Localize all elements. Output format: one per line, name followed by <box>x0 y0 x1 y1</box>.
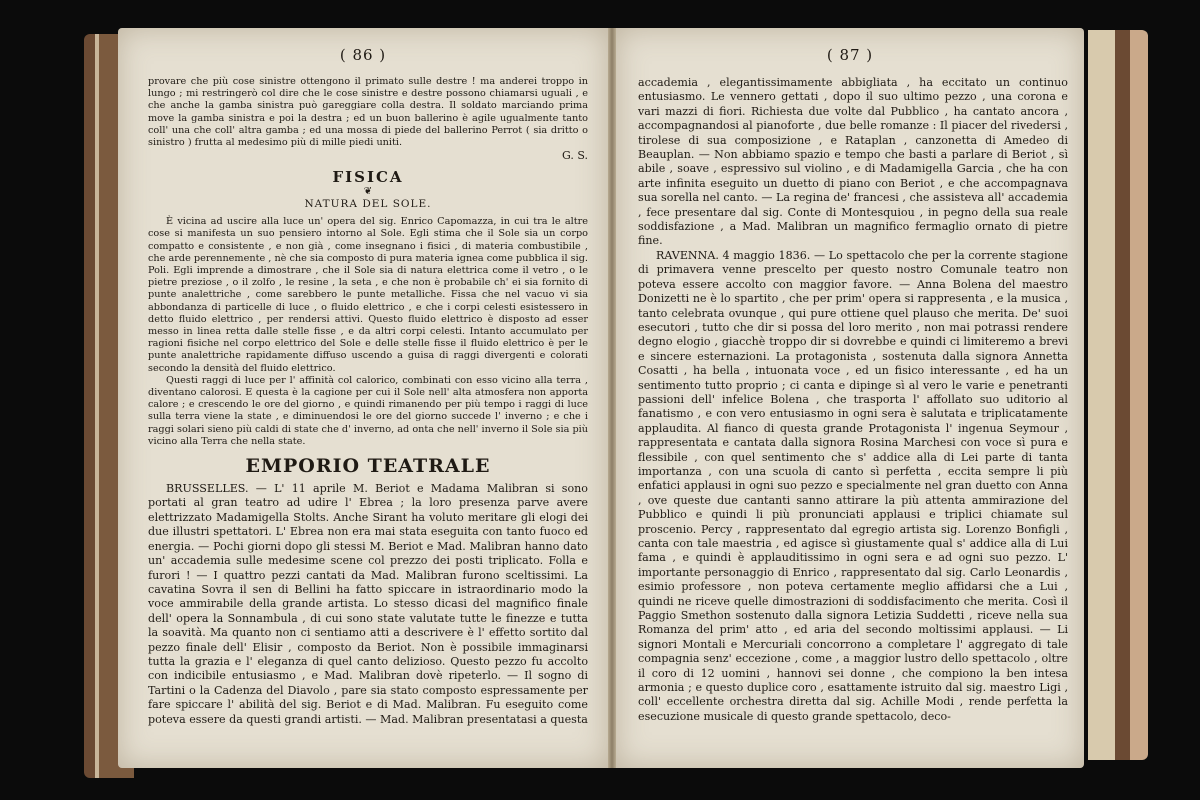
accademia-paragraph: accademia , elegantissimamente abbigliata , ha eccitato un continuo entusiasmo. Le vennero gettati , dopo il suo ultimo pezzo , una corona e vari mazzi di fiori. Richiesta due volte dal Pubblico , ha cantato ancora , accompagnandosi al pianoforte , due belle romanze : Il piacer del rivedersi , tirolese di sua composizione , e Rataplan , canzonetta di Amedeo di Beauplan. — Non abbiamo spazio e tempo che basti a parlare di Beriot , sì abile , soave , espressivo sul violino , e di Madamigella Garcia , che ha con arte infinita eseguito un duetto di piano con Beriot , e che accompagnava sua sorella nel canto. — La regina de' francesi , che assisteva all' accademia , fece presentare dal sig. Conte di Montesquiou , in pegno della sua reale soddisfazione , a Mad. Malibran un magnifico fermaglio ornato di pietre fine. <box>638 76 1068 248</box>
top-paragraph: provare che più cose sinistre ottengono il primato sulle destre ! ma anderei troppo in lungo ; mi restringerò col dire che le cose sinistre e destre possono chiamarsi uguali , e che anche la gamba sinistra può gareggiare colla destra. Il soldato marciando prima move la gamba sinistra e poi la destra ; ed un buon ballerino è agile ugualmente tanto coll' una che coll' altra gamba ; ed una mossa di piede del ballerino Perrot ( sia dritto o sinistro ) frutta al medesimo più di mille piedi uniti. <box>148 76 588 149</box>
physics-paragraph: È vicina ad uscire alla luce un' opera del sig. Enrico Capomazza, in cui tra le altre cose si manifesta un suo pensiero intorno al Sole. Egli stima che il Sole sia un corpo compatto e consistente , e non già , come insegnano i fisici , di materia combustibile , che arde perennemente , nè che sia composto di pura materia ignea come pubblica il sig. Poli. Egli imprende a dimostrare , che il Sole sia di natura elettrica come il vetro , o le pietre preziose , o il zolfo , le resine , la seta , e che non è probabile ch' ei sia fornito di punte analettriche , come sarebbero le punte metalliche. Fissa che nel vacuo vi sia abbondanza di particelle di luce , o fluido elettrico , e che i corpi celesti esistessero in detto fluido elettrico , per rendersi attivi. Questo fluido elettrico è disposto ad esser messo in linea retta dalle stelle fisse , e da altri corpi celesti. Intanto accumulato per ragioni fisiche nel corpo elettrico del Sole e delle stelle fisse il fluido elettrico è per le punte analettriche rapidamente diffuso uscendo a guisa di raggi divergenti e colorati secondo la densità del fluido elettrico. <box>148 216 588 374</box>
book-cover-right <box>1088 30 1148 760</box>
physics-article <box>148 216 588 448</box>
author-signature: G. S. <box>561 149 588 163</box>
opening-text-block <box>148 76 588 162</box>
section-subtitle: NATURA DEL SOLE. <box>304 198 432 211</box>
book-gutter <box>608 28 616 768</box>
physics-paragraph: Questi raggi di luce per l' affinità col calorico, combinati con esso vicino alla terra , diventano calorosi. E questa è la cagione per cui il Sole nell' alta atmosfera non apporta calore ; e crescendo le ore del giorno , e quindi rimanendo per più tempo i raggi di luce sulla terra viene la state , e diminuendosi le ore del giorno succede l' inverno ; e che i raggi solari sieno più caldi di state che d' inverno, ad onta che nell' inverno il Sole sia più vicino alla Terra che nella state. <box>148 374 588 447</box>
section-title-emporio: EMPORIO TEATRALE <box>245 455 491 478</box>
page-number: ( 86 ) <box>339 46 387 64</box>
ornament-icon: ❦ <box>363 186 373 198</box>
right-page <box>616 28 1084 768</box>
open-book <box>84 26 1148 778</box>
left-page <box>118 28 608 768</box>
emporio-paragraph: BRUSSELLES. — L' 11 aprile M. Beriot e Madama Malibran si sono portati al gran teatro ad udire l' Ebrea ; la loro presenza parve avere elettrizzato Madamigella Stolts. Anche Sirant ha voluto meritare gli elogi dei due illustri spettatori. L' Ebrea non era mai stata eseguita con tanto fuoco ed energia. — Pochi giorni dopo gli stessi M. Beriot e Mad. Malibran hanno dato un' accademia sulle medesime scene col prezzo dei posti triplicato. Folla e furori ! — I quattro pezzi cantati da Mad. Malibran furono sceltissimi. La cavatina Sovra il sen di Bellini ha fatto spiccare in istraordinario modo la voce ammirabile della grande artista. Lo stesso dicasi del magnifico finale dell' opera la Sonnambula , di cui sono state valutate tutte le finezze e tutta la soavità. Ma quanto non ci sentiamo atti a descrivere è l' effetto sortito dal pezzo finale dell' Elisir , composto da Beriot. Non è possibile immaginarsi tutta la grazia e l' eleganza di quel canto delizioso. Questo pezzo fu accolto con indicibile entusiasmo , e Mad. Malibran dovè ripeterlo. — Il sogno di Tartini o la Cadenza del Diavolo , pare sia stato composto espressamente per fare spiccare l' abilità del sig. Beriot e di Mad. Malibran. Fu eseguito come poteva essere da questi grandi artisti. — Mad. Malibran presentatasi a questa <box>148 482 588 726</box>
page-number: ( 87 ) <box>826 46 874 64</box>
section-title-fisica: FISICA <box>332 168 404 187</box>
ravenna-paragraph: RAVENNA. 4 maggio 1836. — Lo spettacolo che per la corrente stagione di primavera venne prescelto per questo nostro Comunale teatro non poteva essere accolto con maggior favore. — Anna Bolena del maestro Donizetti ne è lo spartito , che per prim' opera si rappresenta , e la musica , tanto celebrata ovunque , qui pure ottiene quel plauso che merita. De' suoi esecutori , tutto che dir si possa del loro merito , non mai potrassi rendere degno elogio , giacchè troppo dir si dovrebbe e quindi ci limiteremo a brevi e sincere esternazioni. La protagonista , sostenuta dalla signora Annetta Cosatti , ha bella , intuonata voce , ed un fisico interessante , ed ha un sentimento tutto proprio ; ci canta e dipinge sì al vero le varie e penetranti passioni dell' infelice Bolena , che trasporta l' affollato suo uditorio al fanatismo , e con vero entusiasmo in ogni sera è salutata e triplicatamente applaudita. Al fianco di questa grande Protagonista l' ingenua Seymour , rappresentata e cantata dalla signora Rosina Marchesi con voce sì pura e flessibile , con quel sentimento che s' addice alla di Lei parte di tanta importanza , con una scuola di canto sì perfetta , eccita sempre li più enfatici applausi in ogni suo pezzo e specialmente nel gran duetto con Anna , ove queste due cantanti sanno attirare la più attenta ammirazione del Pubblico e quindi li più pronunciati applausi e triplici chiamate sul proscenio. Percy , rappresentato dal egregio artista sig. Lorenzo Bonfigli , canta con tale maestria , ed agisce sì giustamente qual s' addice alla di Lui fama , e quindi è applauditissimo in ogni sera e ad ogni suo pezzo. L' importante personaggio di Enrico , rappresentato dal sig. Carlo Leonardis , esimio professore , non poteva certamente meglio affidarsi che a Lui , quindi ne riceve quelle dimostrazioni di soddisfacimento che merita. Così il Paggio Smethon sostenuto dalla signora Letizia Suddetti , riceve nella sua Romanza del prim' atto , ed aria del secondo moltissimi applausi. — Li signori Montali e Mercuriali concorrono a completare l' aggregato di tale compagnia senz' eccezione , come , a maggior lustro dello spettacolo , oltre il coro di 12 uomini , hannovi sei donne , che compiono la ben intesa armonia ; e questo duplice coro , esattamente istruito dal sig. maestro Ligi , coll' eccellente orchestra diretta dal sig. Achille Modi , rende perfetta la esecuzione musicale di questo grande spettacolo, deco- <box>638 248 1068 723</box>
